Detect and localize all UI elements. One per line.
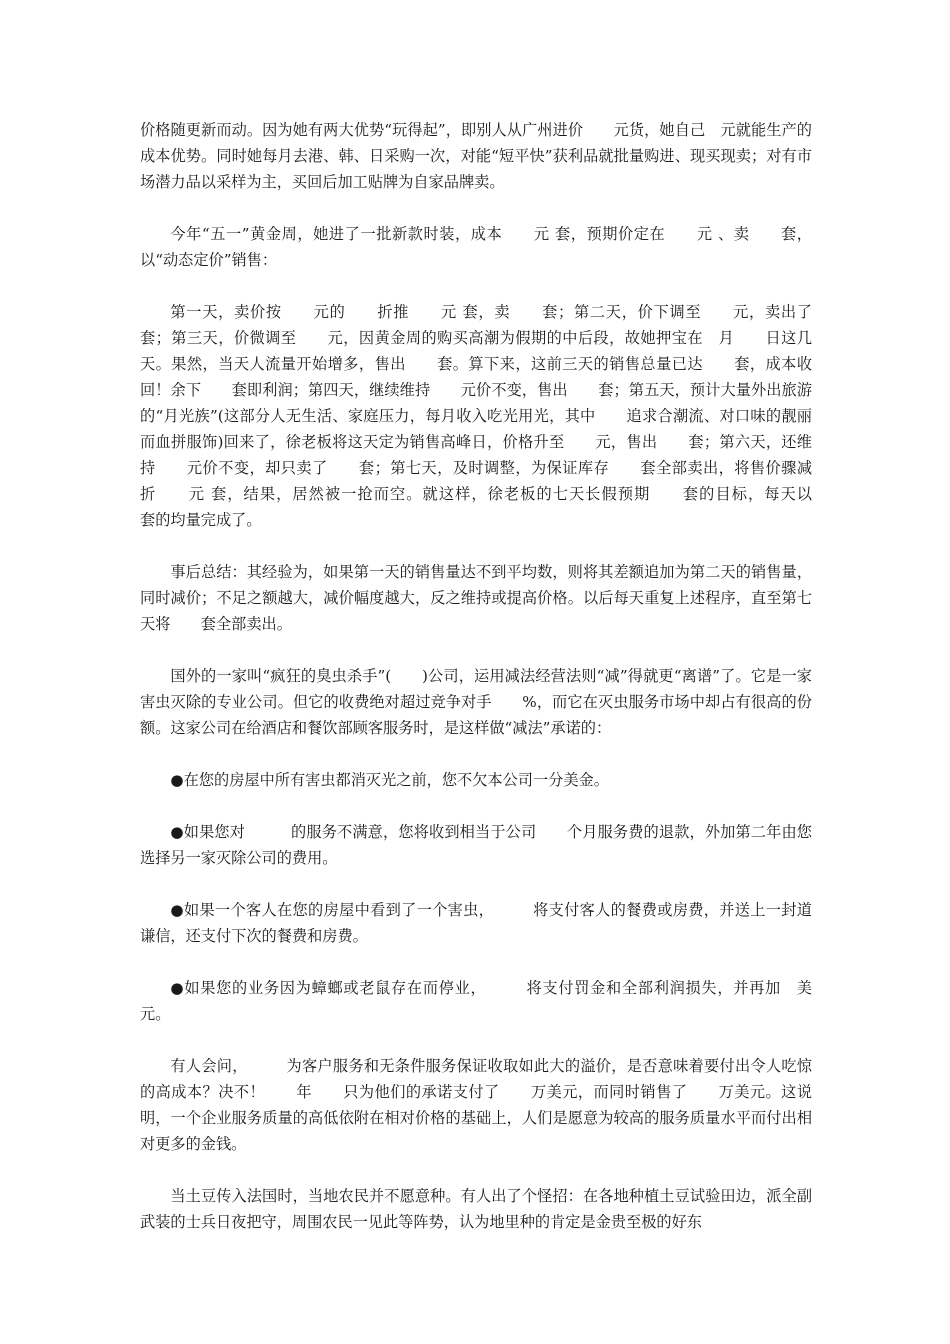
paragraph-pricing-advantage: 价格随更新而动。因为她有两大优势“玩得起”，即别人从广州进价 元货，她自己 元就能生产的成本优势。同时她每月去港、韩、日采购一次，对能“短平快”获利品就批量购进、现买现卖；对有市场潜力品以采样为主，买回后加工贴牌为自家品牌卖。 bbox=[140, 121, 812, 191]
paragraph-summary: 事后总结：其经验为，如果第一天的销售量达不到平均数，则将其差额追加为第二天的销售量，同时减价；不足之额越大，减价幅度越大，反之维持或提高价格。以后每天重复上述程序，直至第七天将 套全部卖出。 bbox=[140, 563, 812, 633]
bullet-promise-3: ●如果一个客人在您的房屋中看到了一个害虫， 将支付客人的餐费或房费，并送上一封道谦信，还支付下次的餐费和房费。 bbox=[140, 901, 812, 945]
paragraph-daily-sales: 第一天，卖价按 元的 折推 元 套，卖 套；第二天，价下调至 元，卖出了 套；第三天，价微调至 元，因黄金周的购买高潮为假期的中后段，故她押宝在 月 日这几天。果然，当天人流量开始增多，售出 套。算下来，这前三天的销售总量已达 套，成本收回！余下 套即利润；第四天，继续维持 元价不变，售出 套；第五天，预计大量外出旅游的“月光族”(这部分人无生活、家庭压力，每月收入吃光用光，其中 追求合潮流、对口味的靓丽而血拼服饰)回来了，徐老板将这天定为销售高峰日，价格升至 元，售出 套；第六天，还维持 元价不变，却只卖了 套；第七天，及时调整，为保证库存 套全部卖出，将售价骤减 折 元 套，结果，居然被一抢而空。就这样，徐老板的七天长假预期 套的目标，每天以 套的均量完成了。 bbox=[140, 303, 843, 529]
paragraph-golden-week: 今年“五一”黄金周，她进了一批新款时装，成本 元 套，预期价定在 元 、卖 套，以“动态定价”销售： bbox=[140, 225, 812, 269]
paragraph-potato-story: 当土豆传入法国时，当地农民并不愿意种。有人出了个怪招：在各地种植土豆试验田边，派全副武装的士兵日夜把守，周围农民一见此等阵势，认为地里种的肯定是金贵至极的好东 bbox=[140, 1187, 812, 1231]
paragraph-service-premium: 有人会问， 为客户服务和无条件服务保证收取如此大的溢价，是否意味着要付出令人吃惊的高成本？决不！ 年 只为他们的承诺支付了 万美元，而同时销售了 万美元。这说明，一个企业服务质量的高低依附在相对价格的基础上，人们是愿意为较高的服务质量水平而付出相对更多的金钱。 bbox=[140, 1057, 812, 1153]
bullet-promise-1: ●在您的房屋中所有害虫都消灭光之前，您不欠本公司一分美金。 bbox=[170, 771, 609, 789]
bullet-promise-4: ●如果您的业务因为蟑螂或老鼠存在而停业， 将支付罚金和全部利润损失，并再加 美元。 bbox=[140, 979, 812, 1023]
bullet-promise-2: ●如果您对 的服务不满意，您将收到相当于公司 个月服务费的退款，外加第二年由您选择另一家灭除公司的费用。 bbox=[140, 823, 812, 867]
paragraph-bug-killer-company: 国外的一家叫“疯狂的臭虫杀手”( )公司，运用减法经营法则“减”得就更“离谱”了。它是一家害虫灭除的专业公司。但它的收费绝对超过竞争对手 %，而它在灭虫服务市场中却占有很高的份额。这家公司在给酒店和餐饮部顾客服务时，是这样做“减法”承诺的： bbox=[140, 667, 812, 737]
document-page bbox=[140, 117, 843, 1261]
